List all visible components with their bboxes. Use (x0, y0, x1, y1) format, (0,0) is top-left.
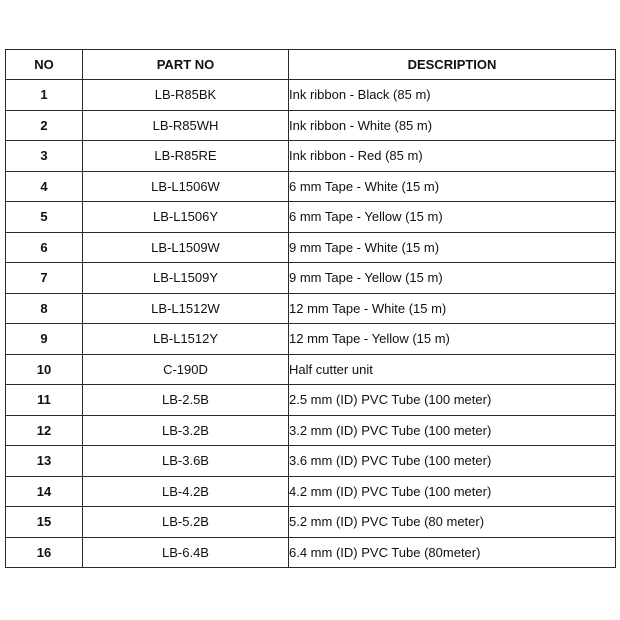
table-row (6, 110, 616, 141)
row-no: 11 (6, 385, 83, 416)
table-row (6, 171, 616, 202)
table-row (6, 202, 616, 233)
table-header (6, 50, 616, 80)
row-description: 6 mm Tape - Yellow (15 m) (289, 202, 616, 233)
header-row (6, 50, 616, 80)
parts-table (5, 49, 616, 568)
row-part-no: LB-L1506W (83, 171, 289, 202)
row-no: 3 (6, 141, 83, 172)
row-no: 10 (6, 354, 83, 385)
row-description: 4.2 mm (ID) PVC Tube (100 meter) (289, 476, 616, 507)
row-description: 5.2 mm (ID) PVC Tube (80 meter) (289, 507, 616, 538)
row-no: 8 (6, 293, 83, 324)
table-row (6, 507, 616, 538)
row-description: Ink ribbon - White (85 m) (289, 110, 616, 141)
row-description: 3.6 mm (ID) PVC Tube (100 meter) (289, 446, 616, 477)
table-row (6, 476, 616, 507)
row-part-no: LB-L1512Y (83, 324, 289, 355)
row-description: 6 mm Tape - White (15 m) (289, 171, 616, 202)
row-description: 3.2 mm (ID) PVC Tube (100 meter) (289, 415, 616, 446)
table-body (6, 80, 616, 568)
row-part-no: LB-L1509Y (83, 263, 289, 294)
row-description: 12 mm Tape - Yellow (15 m) (289, 324, 616, 355)
table-row (6, 415, 616, 446)
table-row (6, 141, 616, 172)
row-no: 1 (6, 80, 83, 111)
row-no: 9 (6, 324, 83, 355)
row-part-no: C-190D (83, 354, 289, 385)
row-no: 7 (6, 263, 83, 294)
table-row (6, 354, 616, 385)
row-no: 5 (6, 202, 83, 233)
row-part-no: LB-R85RE (83, 141, 289, 172)
row-part-no: LB-L1512W (83, 293, 289, 324)
row-part-no: LB-2.5B (83, 385, 289, 416)
row-part-no: LB-R85WH (83, 110, 289, 141)
row-part-no: LB-5.2B (83, 507, 289, 538)
table-row (6, 446, 616, 477)
row-no: 2 (6, 110, 83, 141)
row-no: 6 (6, 232, 83, 263)
row-description: 9 mm Tape - White (15 m) (289, 232, 616, 263)
table-row (6, 385, 616, 416)
header-part-no: PART NO (83, 50, 289, 80)
row-no: 16 (6, 537, 83, 568)
row-description: Ink ribbon - Red (85 m) (289, 141, 616, 172)
row-no: 4 (6, 171, 83, 202)
row-part-no: LB-4.2B (83, 476, 289, 507)
row-description: 6.4 mm (ID) PVC Tube (80meter) (289, 537, 616, 568)
table-row (6, 232, 616, 263)
row-part-no: LB-3.6B (83, 446, 289, 477)
row-no: 14 (6, 476, 83, 507)
row-no: 12 (6, 415, 83, 446)
row-description: 9 mm Tape - Yellow (15 m) (289, 263, 616, 294)
row-description: 12 mm Tape - White (15 m) (289, 293, 616, 324)
row-part-no: LB-6.4B (83, 537, 289, 568)
table-row (6, 324, 616, 355)
row-description: Ink ribbon - Black (85 m) (289, 80, 616, 111)
row-part-no: LB-3.2B (83, 415, 289, 446)
header-description: DESCRIPTION (289, 50, 616, 80)
row-description: 2.5 mm (ID) PVC Tube (100 meter) (289, 385, 616, 416)
row-part-no: LB-R85BK (83, 80, 289, 111)
row-part-no: LB-L1509W (83, 232, 289, 263)
row-part-no: LB-L1506Y (83, 202, 289, 233)
table-row (6, 263, 616, 294)
row-no: 13 (6, 446, 83, 477)
table-row (6, 537, 616, 568)
table-row (6, 293, 616, 324)
row-no: 15 (6, 507, 83, 538)
table-row (6, 80, 616, 111)
row-description: Half cutter unit (289, 354, 616, 385)
header-no: NO (6, 50, 83, 80)
